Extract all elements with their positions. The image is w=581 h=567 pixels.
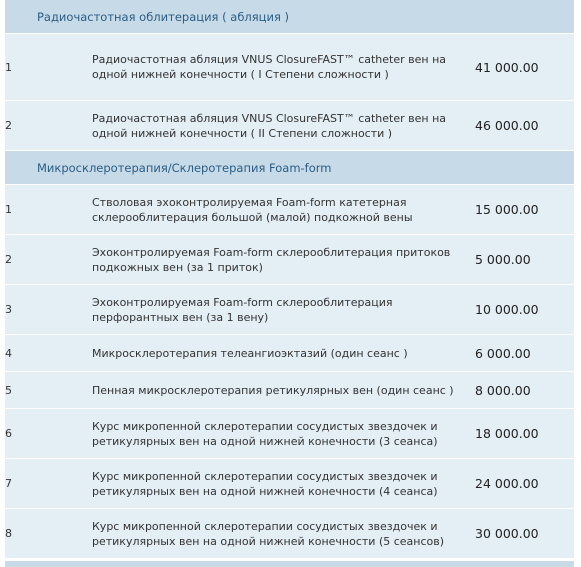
row-number: 7 [5, 459, 92, 509]
service-description: Радиочастотная абляция VNUS ClosureFAST™ catheter вен на одной нижней конечности ( II Степени сложности ) [92, 101, 475, 151]
service-description: Эхоконтролируемая Foam-form склерооблитерация перфорантных вен (за 1 вену) [92, 285, 475, 335]
table-row [5, 101, 574, 151]
row-number: 8 [5, 509, 92, 559]
table-row [5, 409, 574, 459]
service-price: 46 000.00 [475, 101, 574, 151]
service-price: 10 000.00 [475, 285, 574, 335]
service-price: 24 000.00 [475, 459, 574, 509]
row-number: 2 [5, 101, 92, 151]
table-row [5, 372, 574, 409]
row-number: 1 [5, 185, 92, 235]
table-row [5, 34, 574, 101]
row-number: 5 [5, 372, 92, 409]
service-description: Пенная микросклеротерапия ретикулярных вен (один сеанс ) [92, 372, 475, 409]
service-description: Курс микропенной склеротерапии сосудистых звездочек и ретикулярных вен на одной нижней конечности (5 сеансов) [92, 509, 475, 559]
service-price: 6 000.00 [475, 335, 574, 372]
service-price: 30 000.00 [475, 509, 574, 559]
table-row [5, 285, 574, 335]
row-number: 3 [5, 285, 92, 335]
service-description: Эхоконтролируемая Foam-form склерооблитерация притоков подкожных вен (за 1 приток) [92, 235, 475, 285]
price-table [5, 0, 574, 559]
service-price: 41 000.00 [475, 34, 574, 101]
service-description: Микросклеротерапия телеангиоэктазий (один сеанс ) [92, 335, 475, 372]
service-price: 18 000.00 [475, 409, 574, 459]
service-price: 5 000.00 [475, 235, 574, 285]
section-header-row [5, 151, 574, 185]
service-price: 15 000.00 [475, 185, 574, 235]
row-number: 1 [5, 34, 92, 101]
service-description: Стволовая эхоконтролируемая Foam-form катетерная склерооблитерация большой (малой) подкожной вены [92, 185, 475, 235]
service-description: Курс микропенной склеротерапии сосудистых звездочек и ретикулярных вен на одной нижней конечности (4 сеанса) [92, 459, 475, 509]
table-bottom-edge [5, 561, 574, 567]
service-price: 8 000.00 [475, 372, 574, 409]
section-title: Микросклеротерапия/Склеротерапия Foam-form [5, 151, 574, 185]
table-row [5, 509, 574, 559]
table-row [5, 235, 574, 285]
row-number: 4 [5, 335, 92, 372]
table-row [5, 185, 574, 235]
row-number: 6 [5, 409, 92, 459]
section-header-row [5, 0, 574, 34]
section-title: Радиочастотная облитерация ( абляция ) [5, 0, 574, 34]
table-row [5, 335, 574, 372]
service-description: Курс микропенной склеротерапии сосудистых звездочек и ретикулярных вен на одной нижней конечности (3 сеанса) [92, 409, 475, 459]
row-number: 2 [5, 235, 92, 285]
service-description: Радиочастотная абляция VNUS ClosureFAST™ catheter вен на одной нижней конечности ( I Степени сложности ) [92, 34, 475, 101]
table-row [5, 459, 574, 509]
